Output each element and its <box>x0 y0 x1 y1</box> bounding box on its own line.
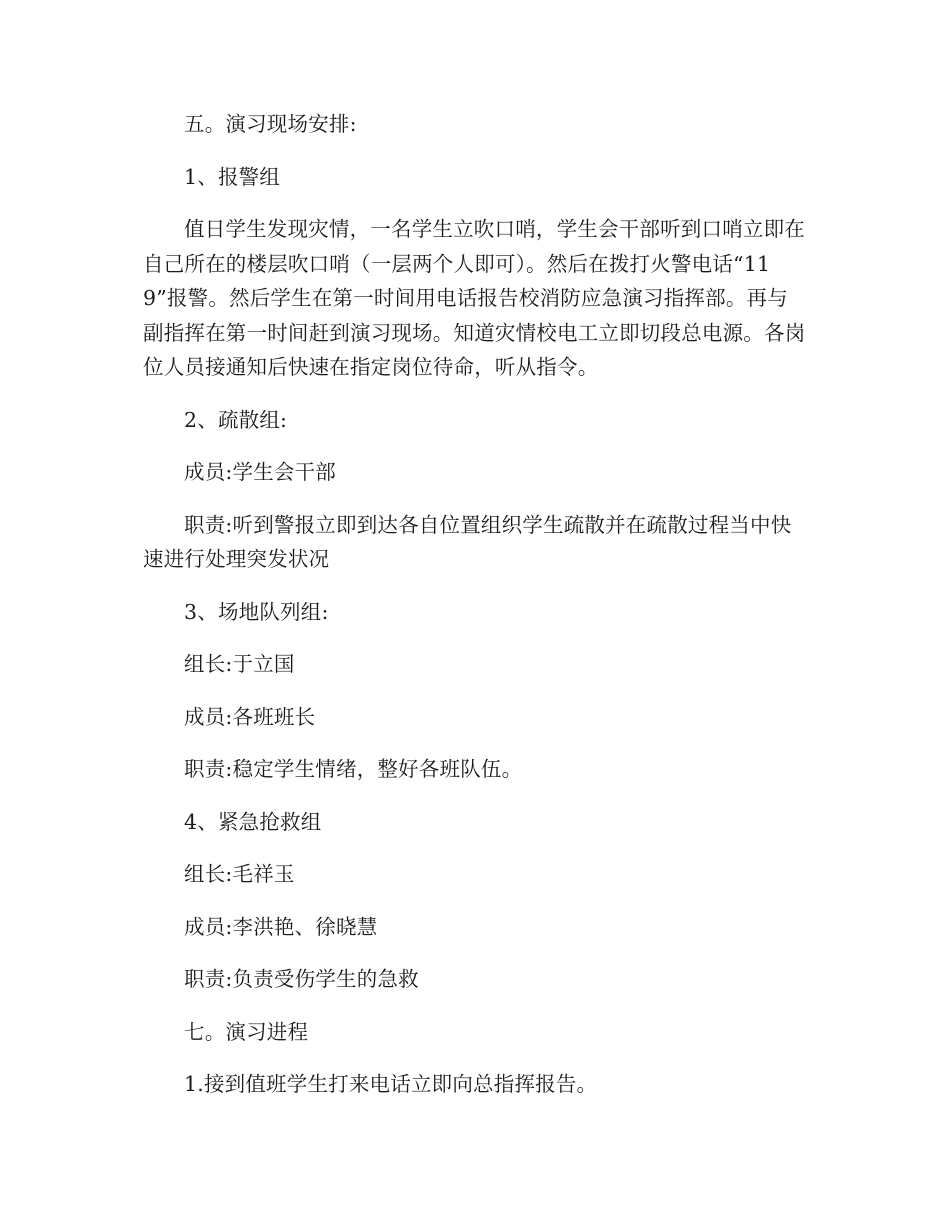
body-paragraph: 值日学生发现灾情，一名学生立吹口哨，学生会干部听到口哨立即在自己所在的楼层吹口哨（一层两个人即可）。然后在拨打火警电话“119”报警。然后学生在第一时间用电话报告校消防应急演习指挥部。再与副指挥在第一时间赶到演习现场。知道灾情校电工立即切段总电源。各岗位人员接通知后快速在指定岗位待命，听从指令。 <box>143 217 806 379</box>
group-heading: 1、报警组 <box>184 164 281 189</box>
body-paragraph: 成员:学生会干部 <box>184 460 337 484</box>
body-paragraph: 成员:各班班长 <box>184 704 316 729</box>
body-paragraph: 成员:李洪艳、徐晓慧 <box>184 914 378 939</box>
group-heading: 4、紧急抢救组 <box>184 809 322 834</box>
body-paragraph: 组长:于立国 <box>184 652 295 676</box>
group-heading: 2、疏散组: <box>184 407 288 432</box>
body-paragraph: 职责:稳定学生情绪，整好各班队伍。 <box>184 757 523 781</box>
section-heading: 七。演习进程 <box>184 1019 309 1044</box>
body-paragraph: 组长:毛祥玉 <box>184 862 295 886</box>
section-heading: 五。演习现场安排: <box>184 112 357 136</box>
body-paragraph: 职责:听到警报立即到达各自位置组织学生疏散并在疏散过程当中快速进行处理突发状况 <box>143 512 792 571</box>
body-paragraph: 1.接到值班学生打来电话立即向总指挥报告。 <box>184 1072 598 1096</box>
group-heading: 3、场地队列组: <box>184 599 329 624</box>
document-page <box>143 107 808 1102</box>
body-paragraph: 职责:负责受伤学生的急救 <box>184 967 419 991</box>
